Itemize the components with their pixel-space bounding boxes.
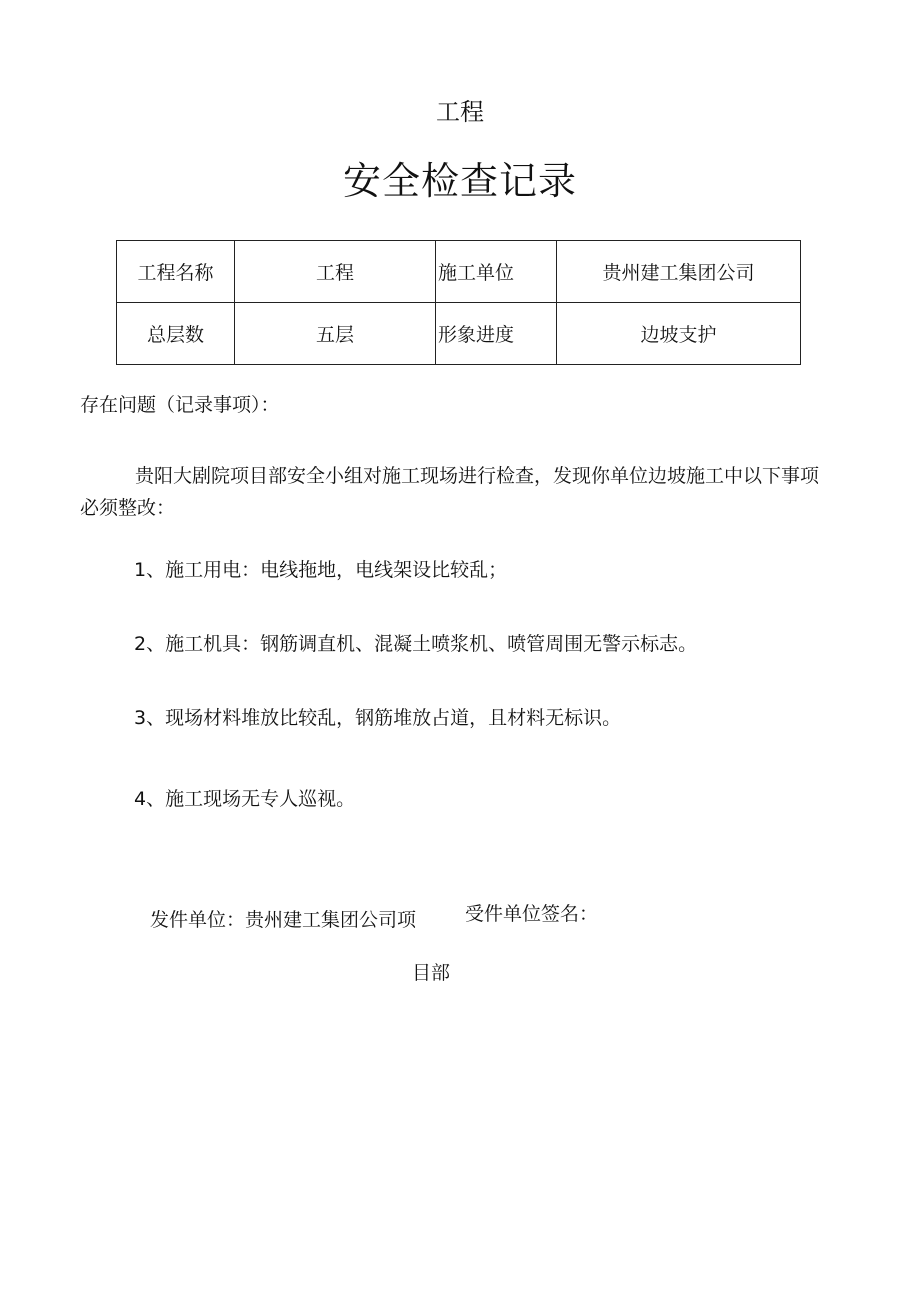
list-item: [134, 784, 355, 814]
list-item-text: 、现场材料堆放比较乱，钢筋堆放占道，且材料无标识。: [146, 707, 622, 729]
list-item-number: 1: [134, 559, 147, 581]
list-item-text: 、施工现场无专人巡视。: [146, 788, 356, 810]
project-name-value: 工程: [235, 241, 436, 303]
list-item-number: 3: [134, 707, 147, 729]
list-item: [134, 703, 621, 733]
project-name-label: 工程名称: [117, 241, 235, 303]
sender-unit-continued: 目部: [412, 962, 451, 984]
total-floors-value: 五层: [235, 303, 436, 365]
project-info-table: [116, 240, 801, 365]
list-item-number: 2: [134, 633, 147, 655]
list-item: [134, 555, 507, 585]
sender-unit: 发件单位：贵州建工集团公司项: [150, 909, 417, 931]
document-title: 安全检查记录: [342, 159, 577, 203]
progress-value: 边坡支护: [557, 303, 801, 365]
total-floors-label: 总层数: [117, 303, 235, 365]
list-item: [134, 629, 697, 659]
table-row: [117, 241, 801, 303]
construction-unit-value: 贵州建工集团公司: [557, 241, 801, 303]
list-item-text: 、施工机具：钢筋调直机、混凝土喷浆机、喷管周围无警示标志。: [146, 633, 698, 655]
list-item-text: 、施工用电：电线拖地，电线架设比较乱；: [146, 559, 508, 581]
inspection-intro: 贵阳大剧院项目部安全小组对施工现场进行检查，发现你单位边坡施工中以下事项必须整改：: [80, 465, 820, 519]
construction-unit-label: 施工单位: [436, 241, 557, 303]
receiver-signature-label: 受件单位签名：: [465, 903, 599, 925]
progress-label: 形象进度: [436, 303, 557, 365]
document-subtitle: 工程: [436, 98, 484, 126]
list-item-number: 4: [134, 788, 147, 810]
table-row: [117, 303, 801, 365]
issues-label: 存在问题（记录事项）：: [80, 394, 280, 416]
